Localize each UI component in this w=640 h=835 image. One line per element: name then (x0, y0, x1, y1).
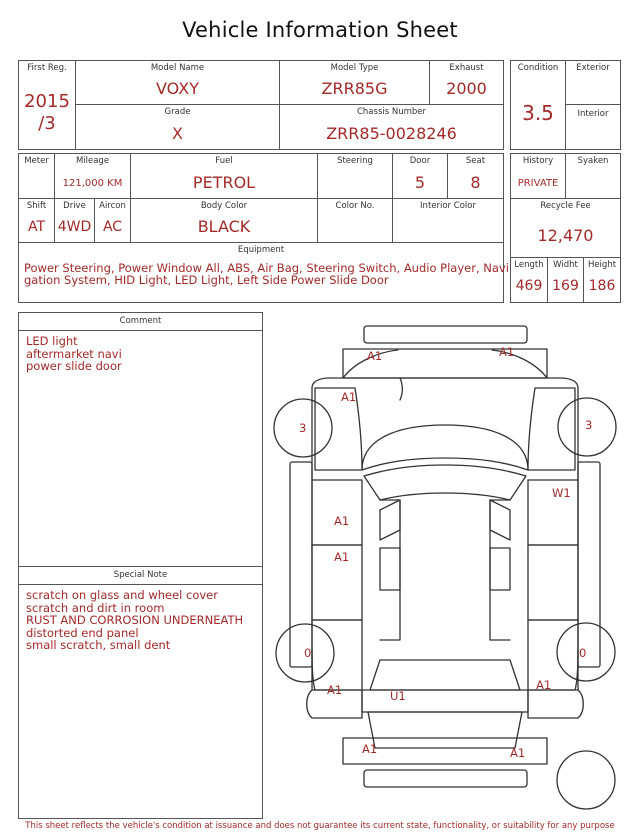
interior-label: Interior (577, 109, 609, 119)
hood (312, 378, 578, 388)
recycle-fee: 12,470 (537, 226, 594, 245)
comment-line: aftermarket navi (26, 346, 122, 361)
spare-wheel (557, 751, 615, 809)
tailgate (362, 690, 528, 712)
meter-cell (18, 153, 55, 199)
special-note-box (18, 566, 263, 819)
right-rear-glass (490, 548, 510, 590)
condition-score: 3.5 (522, 101, 554, 125)
front-bumper (343, 349, 547, 378)
page-title: Vehicle Information Sheet (182, 18, 458, 42)
model-type-cell (279, 60, 430, 105)
equipment-cell (18, 242, 509, 303)
height: 186 (588, 278, 616, 294)
rear-glass (368, 712, 522, 748)
left-rear-door (312, 545, 362, 620)
chassis-number: ZRR85-0028246 (326, 124, 457, 143)
special-note-line: scratch on glass and wheel cover (26, 588, 218, 602)
height-cell (583, 257, 621, 303)
history-label: History (522, 156, 554, 166)
damage-mark: A1 (510, 746, 526, 760)
special-note-line: RUST AND CORROSION UNDERNEATH (26, 613, 244, 627)
wheel-mark: 0 (304, 646, 312, 660)
wheel-front-left (274, 399, 332, 457)
wheel-rear-right (557, 623, 615, 681)
rear-bumper (343, 738, 547, 764)
mileage: 121,000 KM (62, 178, 123, 189)
exhaust: 2000 (446, 79, 487, 98)
color-no-label: Color No. (335, 201, 375, 211)
rear-lamp-left (307, 690, 362, 718)
drive-label: Drive (63, 201, 86, 211)
special-note-label: Special Note (19, 570, 262, 585)
grade: X (172, 124, 183, 143)
model-type-label: Model Type (330, 63, 379, 73)
seat-cell (447, 153, 504, 199)
fuel-cell (130, 153, 318, 199)
door: 5 (414, 173, 426, 192)
rear-bottom-panel (364, 770, 527, 787)
model-name-cell (75, 60, 280, 105)
color-no-cell (317, 198, 393, 243)
exhaust-cell (429, 60, 504, 105)
meter-label: Meter (24, 156, 49, 166)
front-lights (343, 350, 547, 378)
aircon: AC (102, 219, 123, 235)
disclaimer-footer: This sheet reflects the vehicle's condition at issuance and does not guarantee its current state, functionality, or suitability for any purpose (25, 821, 615, 831)
comment-lines (26, 335, 122, 373)
condition-label: Condition (517, 63, 559, 73)
syaken-cell (565, 153, 621, 199)
steering-cell (317, 153, 393, 199)
seat-label: Seat (465, 156, 486, 166)
mileage-label: Mileage (75, 156, 110, 166)
aircon-label: Aircon (99, 201, 126, 211)
right-front-glass (490, 500, 510, 540)
chassis-label: Chassis Number (356, 107, 427, 117)
comment-box (18, 312, 263, 567)
left-rear-quarter (312, 620, 362, 690)
mileage-cell (54, 153, 131, 199)
model-name: VOXY (156, 79, 199, 98)
history: PRIVATE (517, 178, 559, 189)
roof (380, 500, 510, 640)
damage-mark: A1 (499, 345, 515, 359)
first-reg-month: /3 (38, 113, 56, 134)
shift-label: Shift (26, 201, 47, 211)
steering-label: Steering (337, 156, 373, 166)
damage-mark: A1 (362, 742, 378, 756)
wheel-mark: 3 (585, 418, 593, 432)
equipment-line-1: Power Steering, Power Window All, ABS, Air Bag, Steering Switch, Audio Player, Navi (24, 261, 509, 275)
body-color: BLACK (197, 217, 251, 236)
right-rear-quarter (528, 620, 578, 690)
interior-color-label: Interior Color (420, 201, 476, 211)
damage-mark: W1 (552, 486, 571, 500)
length-cell (510, 257, 548, 303)
damage-mark: A1 (334, 550, 350, 564)
windshield (362, 425, 528, 470)
damage-mark: A1 (334, 514, 350, 528)
damage-mark: A1 (327, 683, 343, 697)
interior-color-cell (392, 198, 504, 243)
wheel-mark: 0 (579, 646, 587, 660)
recycle-fee-cell (510, 198, 621, 258)
recycle-fee-label: Recycle Fee (540, 201, 591, 211)
interior-cell (565, 104, 621, 150)
door-label: Door (409, 156, 431, 166)
body-color-label: Body Color (200, 201, 248, 211)
left-front-fender (315, 388, 362, 470)
right-front-fender (528, 388, 575, 470)
first-reg-label: First Reg. (27, 63, 67, 73)
seat: 8 (470, 173, 481, 192)
condition-cell (510, 60, 566, 150)
rear-window (370, 660, 520, 690)
left-rear-glass (380, 548, 400, 590)
body-color-cell (130, 198, 318, 243)
fuel: PETROL (192, 173, 256, 192)
right-rear-door (528, 545, 578, 620)
wheel-rear-left (276, 624, 334, 682)
damage-mark: A1 (367, 349, 383, 363)
length-label: Length (514, 260, 544, 270)
windshield-base (364, 465, 526, 500)
model-name-label: Model Name (150, 63, 205, 73)
first-reg-cell (18, 60, 76, 150)
first-reg-year: 2015 (24, 91, 70, 112)
exterior-cell (565, 60, 621, 105)
history-cell (510, 153, 566, 199)
aircon-cell (94, 198, 131, 243)
left-front-glass (380, 500, 400, 540)
damage-mark: A1 (341, 390, 357, 404)
exterior-label: Exterior (576, 63, 610, 73)
equipment-label: Equipment (237, 245, 285, 255)
body-outline (312, 388, 578, 690)
equipment-line-2: gation System, HID Light, LED Light, Left Side Power Slide Door (24, 273, 389, 287)
left-front-door (312, 480, 362, 545)
front-arch-left (400, 378, 402, 400)
damage-mark: U1 (390, 689, 406, 703)
comment-line: power slide door (26, 359, 122, 373)
right-sill (578, 462, 600, 667)
shift: AT (27, 219, 46, 235)
exhaust-label: Exhaust (449, 63, 484, 73)
syaken-label: Syaken (577, 156, 609, 166)
door-cell (392, 153, 448, 199)
drive: 4WD (57, 219, 92, 235)
special-note-line: distorted end panel (26, 625, 139, 640)
wheel-front-right (558, 398, 616, 456)
special-note-line: small scratch, small dent (26, 638, 171, 652)
special-note-lines (26, 589, 243, 652)
front-top-panel (364, 326, 527, 343)
length: 469 (515, 278, 543, 294)
special-note-line: scratch and dirt in room (26, 600, 165, 615)
drive-cell (54, 198, 95, 243)
fuel-label: Fuel (215, 156, 233, 166)
wheel-mark: 3 (299, 421, 307, 435)
left-sill (290, 462, 312, 667)
grade-cell (75, 104, 280, 150)
comment-line: LED light (26, 334, 78, 348)
rear-lamp-right (528, 690, 583, 718)
model-type: ZRR85G (321, 79, 388, 98)
grade-label: Grade (164, 107, 191, 117)
shift-cell (18, 198, 55, 243)
damage-mark: A1 (536, 678, 552, 692)
right-front-door (528, 480, 578, 545)
width-label: Widht (553, 260, 578, 270)
comment-label: Comment (19, 316, 262, 331)
width: 169 (552, 278, 579, 294)
chassis-cell (279, 104, 504, 150)
width-cell (547, 257, 584, 303)
height-label: Height (587, 260, 617, 270)
